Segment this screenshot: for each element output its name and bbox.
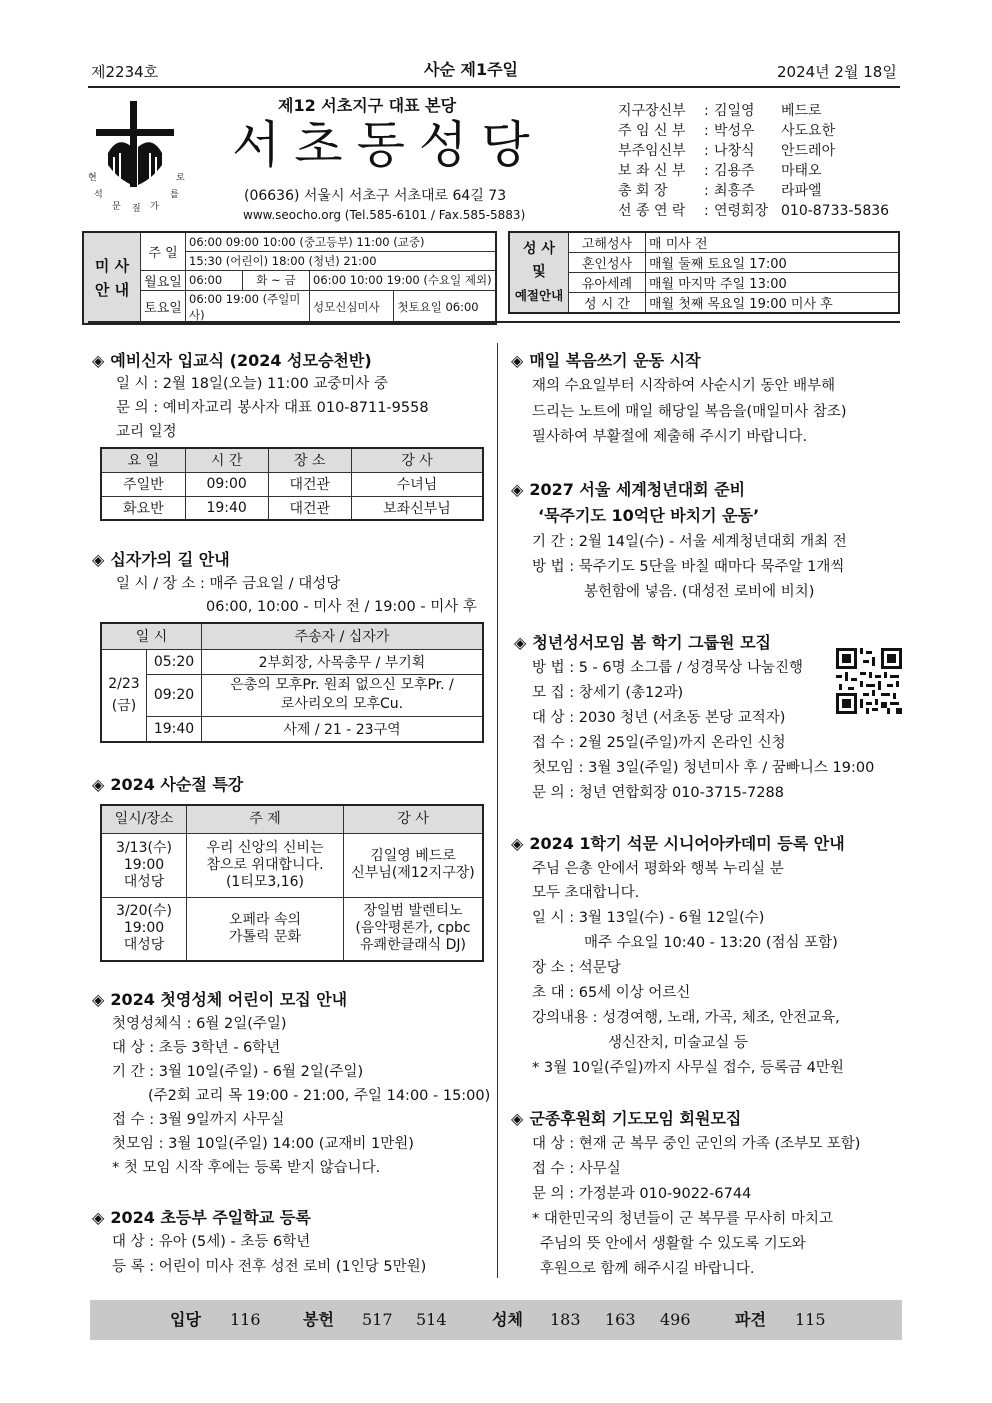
text-line: 문 의 : 청년 연합회장 010-3715-7288 <box>532 785 784 801</box>
table-row: 주일반 09:00 대건관 수녀님 <box>101 472 483 496</box>
diamond-icon: ◈ <box>92 775 105 794</box>
logo-char: 짚 <box>132 204 141 214</box>
offertory-hymn: 517 <box>362 1310 393 1329</box>
diamond-icon: ◈ <box>92 990 105 1009</box>
text-line: 06:00, 10:00 - 미사 전 / 19:00 - 미사 후 <box>206 599 477 615</box>
text-line: 필사하여 부활절에 제출해 주시기 바랍니다. <box>532 429 808 445</box>
section-title: ◈ 2027 서울 세계청년대회 준비 <box>511 480 746 499</box>
parish-logo <box>88 95 198 215</box>
communion-label: 성체 <box>492 1310 523 1329</box>
section-title: ◈ 십자가의 길 안내 <box>92 550 230 569</box>
text-line: 주님의 뜻 안에서 생활할 수 있도록 기도와 <box>540 1236 806 1252</box>
column-header: 주 제 <box>187 805 344 833</box>
table-row: 2/23 (금) 05:20 2부회장, 사목총무 / 부기획 <box>101 649 483 674</box>
column-divider <box>497 343 498 1278</box>
section-title: ◈ 청년성서모임 봄 학기 그룹원 모집 <box>514 633 771 652</box>
entrance-label: 입당 <box>170 1310 201 1329</box>
section-title: ◈ 2024 1학기 석문 시니어아카데미 등록 안내 <box>511 834 845 853</box>
column-header: 주송자 / 십자가 <box>202 623 484 649</box>
text-line: 문 의 : 가정분과 010-9022-6744 <box>532 1186 752 1202</box>
staff-row: 부주임신부 : 나창식 안드레아 <box>618 143 836 159</box>
staff-row: 보 좌 신 부 : 김용주 마태오 <box>618 163 822 179</box>
table-row: 3/13(수) 19:00 대성당 우리 신앙의 신비는 참으로 위대합니다. (1티모3,16) 김일영 베드로 신부님(제12지구장) <box>101 833 483 897</box>
entrance-hymn: 116 <box>230 1310 261 1329</box>
text-line: 첫영성체식 : 6월 2일(주일) <box>112 1016 287 1032</box>
communion-hymn: 163 <box>605 1310 636 1329</box>
column-header: 일시/장소 <box>101 805 187 833</box>
diamond-icon: ◈ <box>92 351 105 370</box>
text-line: 일 시 : 3월 13일(수) - 6월 12일(수) <box>532 910 765 926</box>
text-line: 봉헌함에 넣음. (대성전 로비에 비치) <box>584 584 815 600</box>
table-row: 화요반 19:40 대건관 보좌신부님 <box>101 496 483 520</box>
section-title: ◈ 군종후원회 기도모임 회원모집 <box>511 1109 742 1128</box>
qr-code[interactable] <box>836 648 902 714</box>
text-line: 방 법 : 묵주기도 5단을 바칠 때마다 묵주알 1개씩 <box>532 559 845 575</box>
column-header: 시 간 <box>185 448 268 472</box>
text-line: 대 상 : 2030 청년 (서초동 본당 교적자) <box>532 710 786 726</box>
sacrament-value: 매 미사 전 <box>646 232 900 253</box>
weekday-label: 화 ~ 금 <box>243 270 310 290</box>
column-header: 장 소 <box>268 448 351 472</box>
communion-hymn: 496 <box>660 1310 691 1329</box>
weekday-times: 06:00 10:00 19:00 (수요일 제외) <box>310 270 496 290</box>
text-line: 대 상 : 초등 3학년 - 6학년 <box>112 1040 281 1056</box>
text-line: 후원으로 함께 해주시길 바랍니다. <box>540 1261 755 1277</box>
text-line: 접 수 : 사무실 <box>532 1161 621 1177</box>
text-line: 재의 수요일부터 시작하여 사순시기 동안 배부해 <box>532 378 836 394</box>
logo-char: 문 <box>112 202 121 212</box>
header-bottom-rule <box>88 321 900 323</box>
issue-date: 2024년 2월 18일 <box>777 63 897 81</box>
sacrament-value: 매월 첫째 목요일 19:00 미사 후 <box>646 293 900 314</box>
monday-label: 월요일 <box>141 270 186 290</box>
text-line: 기 간 : 3월 10일(주일) - 6월 2일(주일) <box>112 1064 364 1080</box>
diamond-icon: ◈ <box>514 633 527 652</box>
diamond-icon: ◈ <box>511 351 524 370</box>
header-rule <box>88 86 900 88</box>
text-line: 방 법 : 5 - 6명 소그룹 / 성경묵상 나눔진행 <box>532 660 804 676</box>
text-line: 장 소 : 석문당 <box>532 960 621 976</box>
text-line: 접 수 : 2월 25일(주일)까지 온라인 신청 <box>532 735 786 751</box>
diamond-icon: ◈ <box>511 480 524 499</box>
diamond-icon: ◈ <box>511 1109 524 1128</box>
mass-label: 미 사 안 내 <box>83 232 141 324</box>
diamond-icon: ◈ <box>511 834 524 853</box>
cross-logo-icon <box>88 95 198 215</box>
sacrament-table <box>508 231 900 314</box>
logo-char: 를 <box>170 190 179 200</box>
text-line: 초 대 : 65세 이상 어르신 <box>532 985 691 1001</box>
sacrament-value: 매월 마지막 주일 13:00 <box>646 273 900 293</box>
text-line: 첫모임 : 3월 10일(주일) 14:00 (교재비 1만원) <box>112 1136 414 1152</box>
section-title: ◈ 매일 복음쓰기 운동 시작 <box>511 351 701 370</box>
section-title: ◈ 2024 초등부 주일학교 등록 <box>92 1208 311 1227</box>
section-title: ◈ 예비신자 입교식 (2024 성모승천반) <box>92 351 372 370</box>
sunday-times-1: 06:00 09:00 10:00 (중고등부) 11:00 (교중) <box>186 232 496 251</box>
text-line: 강의내용 : 성경여행, 노래, 가곡, 체조, 안전교육, <box>532 1010 840 1026</box>
table-row: 3/20(수) 19:00 대성당 오페라 속의 가톨릭 문화 장일범 발렌티노 (음악평론가, cpbc 유쾌한클래식 DJ) <box>101 897 483 961</box>
text-line: 일 시 : 2월 18일(오늘) 11:00 교중미사 중 <box>116 376 389 392</box>
qr-code-icon <box>836 648 902 714</box>
lenten-lecture-table <box>100 804 484 962</box>
sacrament-label: 성 사 및 예절안내 <box>509 232 569 313</box>
text-line: 문 의 : 예비자교리 봉사자 대표 010-8711-9558 <box>116 400 429 416</box>
staff-list <box>618 101 908 221</box>
column-header: 강 사 <box>344 805 484 833</box>
text-line: 드리는 노트에 매일 해당일 복음을(매일미사 참조) <box>532 404 847 420</box>
table-row: 09:20 은총의 모후Pr. 원죄 없으신 모후Pr. / 로사리오의 모후Cu. <box>101 674 483 716</box>
offertory-hymn: 514 <box>416 1310 447 1329</box>
text-line: 일 시 / 장 소 : 매주 금요일 / 대성당 <box>116 576 341 592</box>
text-line: * 3월 10일(주일)까지 사무실 접수, 등록금 4만원 <box>532 1060 844 1076</box>
text-line: 접 수 : 3월 9일까지 사무실 <box>112 1112 285 1128</box>
stations-table <box>100 622 484 743</box>
saturday-label: 토요일 <box>141 290 186 324</box>
logo-char: 석 <box>94 190 103 200</box>
staff-row: 지구장신부 : 김일영 베드로 <box>618 103 822 119</box>
stations-date: 2/23 (금) <box>101 649 147 742</box>
section-title: ◈ 2024 첫영성체 어린이 모집 안내 <box>92 990 348 1009</box>
text-line: 기 간 : 2월 14일(수) - 서울 세계청년대회 개최 전 <box>532 534 847 550</box>
logo-char: 현 <box>88 173 97 183</box>
catechism-table <box>100 447 484 521</box>
sacrament-key: 유아세례 <box>569 273 646 293</box>
liturgical-season: 사순 제1주일 <box>424 60 518 79</box>
monday-times: 06:00 <box>186 270 243 290</box>
table-row: 19:40 사제 / 21 - 23구역 <box>101 716 483 742</box>
column-header: 일 시 <box>101 623 202 649</box>
text-line: 첫모임 : 3월 3일(주일) 청년미사 후 / 꿈빠니스 19:00 <box>532 760 875 776</box>
sacrament-key: 고해성사 <box>569 232 646 253</box>
parish-contact: www.seocho.org (Tel.585-6101 / Fax.585-5883) <box>243 208 526 222</box>
dismissal-hymn: 115 <box>795 1310 826 1329</box>
text-line: 모 집 : 창세기 (총12과) <box>532 685 684 701</box>
staff-row: 주 임 신 부 : 박성우 사도요한 <box>618 123 836 139</box>
text-line: 매주 수요일 10:40 - 13:20 (점심 포함) <box>584 935 838 951</box>
text-line: * 대한민국의 청년들이 군 복무를 무사히 마치고 <box>532 1211 834 1227</box>
logo-char: 가 <box>150 202 159 212</box>
offertory-label: 봉헌 <box>303 1310 334 1329</box>
text-line: * 첫 모임 시작 후에는 등록 받지 않습니다. <box>112 1160 381 1176</box>
sacrament-value: 매월 둘째 토요일 17:00 <box>646 253 900 273</box>
sacrament-key: 성 시 간 <box>569 293 646 314</box>
text-line: (주2회 교리 목 19:00 - 21:00, 주일 14:00 - 15:00) <box>148 1088 491 1104</box>
first-saturday: 첫토요일 06:00 <box>394 290 496 324</box>
diamond-icon: ◈ <box>92 550 105 569</box>
parish-address: (06636) 서울시 서초구 서초대로 64길 73 <box>244 188 507 204</box>
sunday-times-2: 15:30 (어린이) 18:00 (청년) 21:00 <box>186 251 496 270</box>
section-subtitle: ‘묵주기도 10억단 바치기 운동’ <box>538 506 760 525</box>
text-line: 대 상 : 유아 (5세) - 초등 6학년 <box>112 1234 311 1250</box>
text-line: 주님 은총 안에서 평화와 행복 누리실 분 <box>532 861 784 877</box>
sunday-label: 주 일 <box>141 232 186 270</box>
communion-hymn: 183 <box>550 1310 581 1329</box>
text-line: 생신잔치, 미술교실 등 <box>608 1035 748 1051</box>
text-line: 대 상 : 현재 군 복무 중인 군인의 가족 (조부모 포함) <box>532 1136 861 1152</box>
column-header: 요 일 <box>101 448 185 472</box>
staff-row: 총 회 장 : 최흥주 라파엘 <box>618 183 822 199</box>
parish-subtitle: 제12 서초지구 대표 본당 <box>278 96 457 115</box>
sacrament-key: 혼인성사 <box>569 253 646 273</box>
text-line: 모두 초대합니다. <box>532 885 640 901</box>
staff-row: 선 종 연 락 : 연령회장 010-8733-5836 <box>618 203 890 219</box>
parish-title: 서초동성당 <box>232 116 544 174</box>
saturday-marian: 성모신심미사 <box>310 290 394 324</box>
dismissal-label: 파견 <box>735 1310 766 1329</box>
column-header: 강 사 <box>351 448 483 472</box>
issue-number: 제2234호 <box>91 63 159 81</box>
text-line: 등 록 : 어린이 미사 전후 성전 로비 (1인당 5만원) <box>112 1259 427 1275</box>
section-title: ◈ 2024 사순절 특강 <box>92 775 244 794</box>
text-line: 교리 일정 <box>116 424 177 440</box>
saturday-times: 06:00 19:00 (주일미사) <box>186 290 310 324</box>
logo-char: 로 <box>176 173 185 183</box>
liturgy-order-bar <box>90 1300 902 1340</box>
diamond-icon: ◈ <box>92 1208 105 1227</box>
mass-schedule-table <box>82 231 497 325</box>
